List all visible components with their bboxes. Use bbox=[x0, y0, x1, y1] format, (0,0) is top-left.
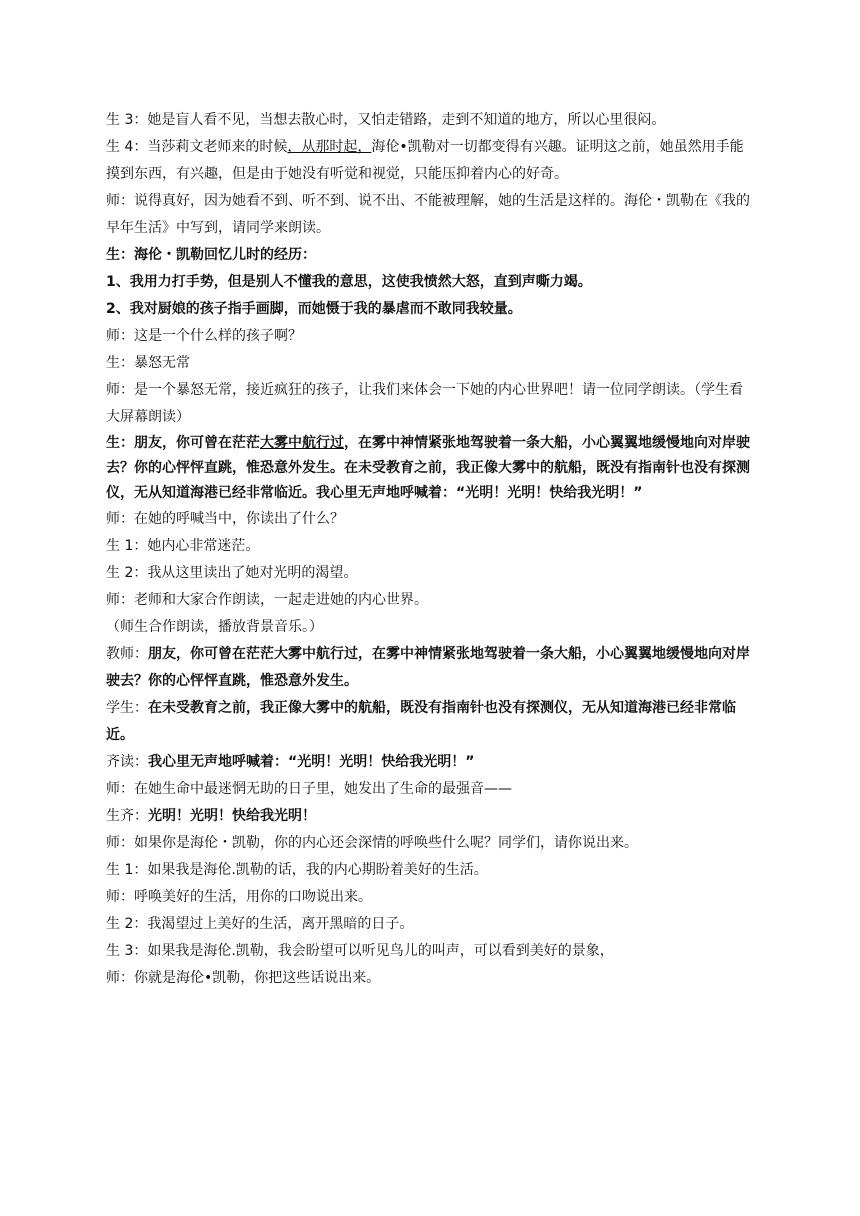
bold-text: ，在雾中神情紧张地驾驶着一条大船，小心翼翼地缓慢地向对岸驶去？你的心怦怦直跳，惟恐意外发生。在未受教育之前，我正像大雾中的航船，既没有指南针也没有探测仪，无从知道海港已经非常临近。我心里无声地呼喊着：“光明！光明！快给我光明！” bbox=[106, 435, 750, 501]
underlined-text: 大雾中航行过 bbox=[260, 435, 344, 451]
dialogue-paragraph bbox=[106, 749, 756, 776]
dialogue-paragraph bbox=[106, 911, 756, 938]
dialogue-paragraph bbox=[106, 533, 756, 560]
dialogue-paragraph bbox=[106, 803, 756, 830]
paragraph-text: 教师： bbox=[106, 646, 148, 662]
paragraph-text: 生 1：如果我是海伦.凯勒的话，我的内心期盼着美好的生活。 bbox=[106, 862, 488, 878]
bold-text: 朋友，你可曾在茫茫大雾中航行过，在雾中神情紧张地驾驶着一条大船，小心翼翼地缓慢地向对岸驶去？你的心怦怦直跳，惟恐意外发生。 bbox=[106, 646, 750, 689]
paragraph-text: 师：呼唤美好的生活，用你的口吻说出来。 bbox=[106, 889, 372, 905]
paragraph-text: 师：如果你是海伦・凯勒，你的内心还会深情的呼唤些什么呢？同学们，请你说出来。 bbox=[106, 835, 638, 851]
dialogue-paragraph bbox=[106, 323, 756, 350]
paragraph-text: （师生合作朗读，播放背景音乐。） bbox=[106, 619, 323, 635]
paragraph-text: 学生： bbox=[106, 700, 148, 716]
underlined-text: ，从那时起， bbox=[287, 139, 372, 155]
bold-text: 光明！光明！快给我光明！ bbox=[148, 808, 316, 824]
paragraph-text: 生：暴怒无常 bbox=[106, 355, 190, 371]
dialogue-paragraph bbox=[106, 587, 756, 614]
paragraph-text: 生 3：她是盲人看不见，当想去散心时，又怕走错路，走到不知道的地方，所以心里很闷。 bbox=[106, 112, 666, 128]
dialogue-paragraph bbox=[106, 857, 756, 884]
bold-text: 1、我用力打手势，但是别人不懂我的意思，这使我愤然大怒，直到声嘶力竭。 bbox=[106, 274, 592, 290]
dialogue-paragraph bbox=[106, 695, 756, 749]
bold-text: 我心里无声地呼喊着：“光明！光明！快给我光明！” bbox=[148, 754, 475, 770]
dialogue-paragraph bbox=[106, 641, 756, 695]
dialogue-paragraph bbox=[106, 296, 756, 323]
paragraph-text: 生 3：如果我是海伦.凯勒，我会盼望可以听见鸟儿的叫声，可以看到美好的景象， bbox=[106, 943, 614, 959]
paragraph-text: 生 1：她内心非常迷茫。 bbox=[106, 538, 260, 554]
paragraph-text: 师：老师和大家合作朗读，一起走进她的内心世界。 bbox=[106, 592, 428, 608]
dialogue-paragraph bbox=[106, 269, 756, 296]
dialogue-paragraph bbox=[106, 377, 756, 431]
dialogue-paragraph bbox=[106, 884, 756, 911]
dialogue-paragraph bbox=[106, 938, 756, 965]
dialogue-paragraph bbox=[106, 134, 756, 188]
paragraph-text: 生齐： bbox=[106, 808, 148, 824]
paragraph-text: 生 4：当莎莉文老师来的时候 bbox=[106, 139, 288, 155]
paragraph-text: 生 2：我从这里读出了她对光明的渴望。 bbox=[106, 565, 358, 581]
bold-text: 生：海伦・凯勒回忆儿时的经历： bbox=[106, 247, 316, 263]
dialogue-paragraph bbox=[106, 188, 756, 242]
bold-text: 生：朋友，你可曾在茫茫 bbox=[106, 435, 260, 451]
dialogue-paragraph bbox=[106, 776, 756, 803]
paragraph-text: 师：你就是海伦•凯勒，你把这些话说出来。 bbox=[106, 970, 381, 986]
document-body bbox=[106, 107, 756, 992]
paragraph-text: 师：这是一个什么样的孩子啊？ bbox=[106, 328, 302, 344]
dialogue-paragraph bbox=[106, 614, 756, 641]
bold-text: 2、我对厨娘的孩子指手画脚，而她慑于我的暴虐而不敢同我较量。 bbox=[106, 301, 522, 317]
dialogue-paragraph bbox=[106, 830, 756, 857]
dialogue-paragraph bbox=[106, 506, 756, 533]
paragraph-text: 海伦•凯勒对一切都变得有兴趣。证明这之前，她虽然用手能摸到东西，有兴趣，但是由于她没有听觉和视觉，只能压抑着内心的好奇。 bbox=[106, 139, 744, 182]
dialogue-paragraph bbox=[106, 965, 756, 992]
dialogue-paragraph bbox=[106, 431, 756, 506]
dialogue-paragraph bbox=[106, 560, 756, 587]
dialogue-paragraph bbox=[106, 242, 756, 269]
dialogue-paragraph bbox=[106, 107, 756, 134]
dialogue-paragraph bbox=[106, 350, 756, 377]
bold-text: 在未受教育之前，我正像大雾中的航船，既没有指南针也没有探测仪，无从知道海港已经非常临近。 bbox=[106, 700, 736, 743]
paragraph-text: 齐读： bbox=[106, 754, 148, 770]
paragraph-text: 师：在她的呼喊当中，你读出了什么？ bbox=[106, 511, 344, 527]
paragraph-text: 生 2：我渴望过上美好的生活，离开黑暗的日子。 bbox=[106, 916, 414, 932]
paragraph-text: 师：在她生命中最迷惘无助的日子里，她发出了生命的最强音—— bbox=[106, 781, 512, 797]
paragraph-text: 师：是一个暴怒无常，接近疯狂的孩子，让我们来体会一下她的内心世界吧！请一位同学朗读。（学生看大屏幕朗读） bbox=[106, 382, 743, 425]
paragraph-text: 师：说得真好，因为她看不到、听不到、说不出、不能被理解，她的生活是这样的。海伦・凯勒在《我的早年生活》中写到，请同学来朗读。 bbox=[106, 193, 750, 236]
